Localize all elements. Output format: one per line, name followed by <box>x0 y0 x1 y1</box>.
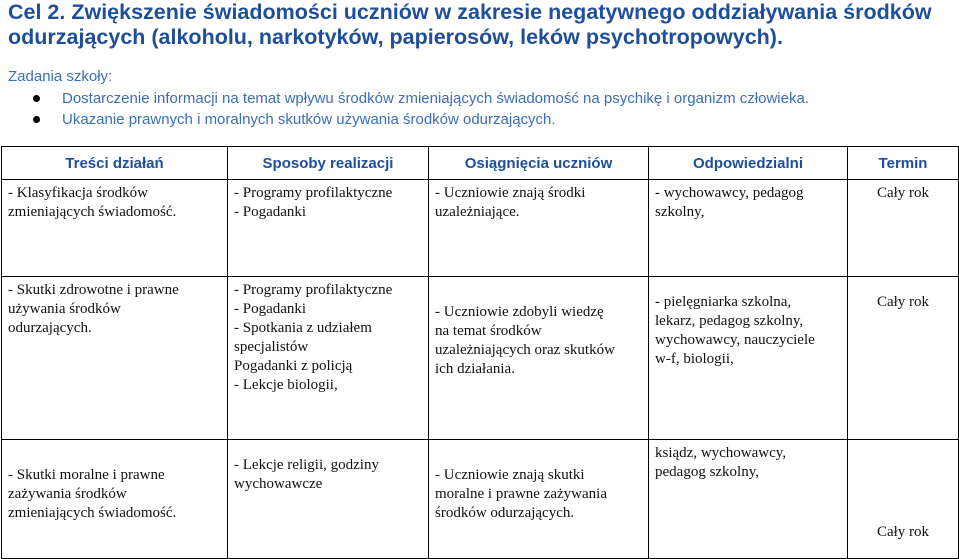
cell-line: - Skutki zdrowotne i prawne <box>8 282 179 298</box>
cell-line: na temat środków <box>435 323 542 339</box>
cell-line: - Uczniowie znają środki <box>435 185 586 201</box>
bullet-icon <box>33 116 40 123</box>
table-row <box>2 440 959 559</box>
cell-line: wychowawcze <box>234 476 323 492</box>
cell-line: zażywania środków <box>8 486 127 502</box>
cell-methods <box>228 440 429 559</box>
cell-content <box>2 180 228 277</box>
table-row <box>2 277 959 440</box>
cell-line: uzależniających oraz skutków <box>435 342 615 358</box>
cell-line: Pogadanki z policją <box>234 358 353 374</box>
header-responsible: Odpowiedzialni <box>649 147 848 180</box>
bullet-icon <box>33 95 40 102</box>
cell-line: używania środków <box>8 301 121 317</box>
cell-line: - Lekcje biologii, <box>234 377 338 393</box>
plan-table <box>1 146 959 559</box>
cell-line: pedagog szkolny, <box>655 464 760 480</box>
cell-line: specjalistów <box>234 339 309 355</box>
task-text: Dostarczenie informacji na temat wpływu środków zmieniających świadomość na psychikę i organizm człowieka. <box>62 90 809 107</box>
cell-line: w-f, biologii, <box>655 351 734 367</box>
table-row <box>2 180 959 277</box>
cell-term: Cały rok <box>848 180 959 277</box>
cell-line: zmieniających świadomość. <box>8 505 177 521</box>
cell-responsible <box>649 440 848 559</box>
cell-achievements <box>429 180 649 277</box>
cell-line: ksiądz, wychowawcy, <box>655 445 787 461</box>
cell-term: Cały rok <box>848 440 959 559</box>
task-item <box>0 109 809 130</box>
cell-content <box>2 277 228 440</box>
cell-term: Cały rok <box>848 277 959 440</box>
cell-line: moralne i prawne zażywania <box>435 486 607 502</box>
cell-line: - Programy profilaktyczne <box>234 185 393 201</box>
cell-line: - Spotkania z udziałem <box>234 320 372 336</box>
cell-line: szkolny, <box>655 204 705 220</box>
tasks-list <box>0 88 809 130</box>
cell-line: - Lekcje religii, godziny <box>234 457 379 473</box>
header-achievements: Osiągnięcia uczniów <box>429 147 649 180</box>
cell-line: - Uczniowie zdobyli wiedzę <box>435 304 604 320</box>
header-content: Treści działań <box>2 147 228 180</box>
cell-responsible <box>649 180 848 277</box>
cell-line: zmieniających świadomość. <box>8 204 177 220</box>
cell-line: - pielęgniarka szkolna, <box>655 294 792 310</box>
page-heading: Cel 2. Zwiększenie świadomości uczniów w zakresie negatywnego oddziaływania środków odurzających (alkoholu, narkotyków, papierosów, leków psychotropowych). <box>8 0 932 49</box>
cell-line: - Klasyfikacja środków <box>8 185 148 201</box>
table-header-row <box>2 147 959 180</box>
header-term: Termin <box>848 147 959 180</box>
cell-achievements <box>429 277 649 440</box>
cell-line: - Pogadanki <box>234 204 307 220</box>
task-item <box>0 88 809 109</box>
cell-achievements <box>429 440 649 559</box>
cell-line: uzależniające. <box>435 204 520 220</box>
cell-content <box>2 440 228 559</box>
cell-line: ich działania. <box>435 361 515 377</box>
cell-responsible <box>649 277 848 440</box>
cell-line: - wychowawcy, pedagog <box>655 185 804 201</box>
cell-line: - Programy profilaktyczne <box>234 282 393 298</box>
cell-line: - Pogadanki <box>234 301 307 317</box>
cell-line: - Skutki moralne i prawne <box>8 467 165 483</box>
cell-line: lekarz, pedagog szkolny, <box>655 313 804 329</box>
header-methods: Sposoby realizacji <box>228 147 429 180</box>
cell-methods <box>228 277 429 440</box>
task-text: Ukazanie prawnych i moralnych skutków używania środków odurzających. <box>62 111 556 128</box>
cell-line: odurzających. <box>8 320 92 336</box>
cell-line: wychowawcy, nauczyciele <box>655 332 815 348</box>
cell-line: środków odurzających. <box>435 505 575 521</box>
cell-methods <box>228 180 429 277</box>
cell-line: - Uczniowie znają skutki <box>435 467 585 483</box>
tasks-label: Zadania szkoły: <box>8 68 113 85</box>
